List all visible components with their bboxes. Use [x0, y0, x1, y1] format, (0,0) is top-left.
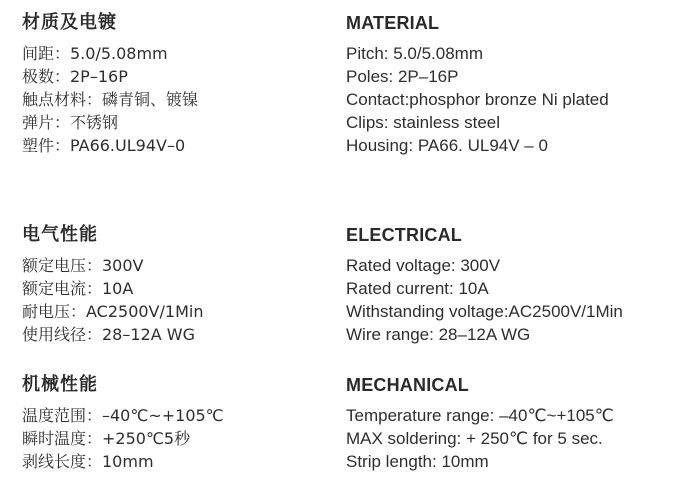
en-mechanical-section [346, 372, 614, 473]
cn-mechanical-section [22, 372, 224, 473]
en-soldering-line: MAX soldering: + 250℃ for 5 sec. [346, 429, 603, 448]
en-electrical-heading: ELECTRICAL [346, 225, 462, 245]
cn-withstand-voltage-line: 耐电压：AC2500V/1Min [22, 302, 204, 321]
en-material-heading: MATERIAL [346, 13, 440, 33]
cn-soldering-line: 瞬时温度：+250℃5秒 [22, 429, 191, 448]
en-housing-line: Housing: PA66. UL94V – 0 [346, 136, 548, 155]
en-clips-line: Clips: stainless steel [346, 113, 501, 132]
cn-electrical-section [22, 222, 203, 346]
en-pitch-line: Pitch: 5.0/5.08mm [346, 44, 484, 63]
cn-rated-current-line: 额定电流：10A [22, 279, 134, 298]
en-wire-range-line: Wire range: 28–12A WG [346, 325, 531, 344]
cn-electrical-heading: 电气性能 [22, 224, 98, 245]
en-poles-line: Poles: 2P–16P [346, 67, 459, 86]
en-contact-line: Contact:phosphor bronze Ni plated [346, 90, 609, 109]
cn-housing-line: 塑件：PA66.UL94V–0 [22, 136, 186, 155]
cn-rated-voltage-line: 额定电压：300V [22, 256, 144, 275]
en-temperature-line: Temperature range: –40℃~+105℃ [346, 406, 614, 425]
en-material-section [346, 10, 609, 157]
en-mechanical-heading: MECHANICAL [346, 375, 469, 395]
en-rated-current-line: Rated current: 10A [346, 279, 489, 298]
cn-mechanical-heading: 机械性能 [22, 374, 98, 395]
en-strip-length-line: Strip length: 10mm [346, 452, 489, 471]
cn-poles-line: 极数：2P–16P [22, 67, 128, 86]
cn-temperature-line: 温度范围：–40℃~+105℃ [22, 406, 224, 425]
cn-wire-range-line: 使用线径：28–12A WG [22, 325, 195, 344]
cn-material-section [22, 10, 198, 157]
cn-clips-line: 弹片：不锈钢 [22, 113, 119, 132]
en-electrical-section [346, 222, 623, 346]
cn-contact-line: 触点材料：磷青铜、镀镍 [22, 90, 199, 109]
cn-material-heading: 材质及电镀 [22, 12, 117, 33]
cn-strip-length-line: 剥线长度：10mm [22, 452, 154, 471]
en-withstand-voltage-line: Withstanding voltage:AC2500V/1Min [346, 302, 623, 321]
cn-pitch-line: 间距：5.0/5.08mm [22, 44, 168, 63]
en-rated-voltage-line: Rated voltage: 300V [346, 256, 501, 275]
